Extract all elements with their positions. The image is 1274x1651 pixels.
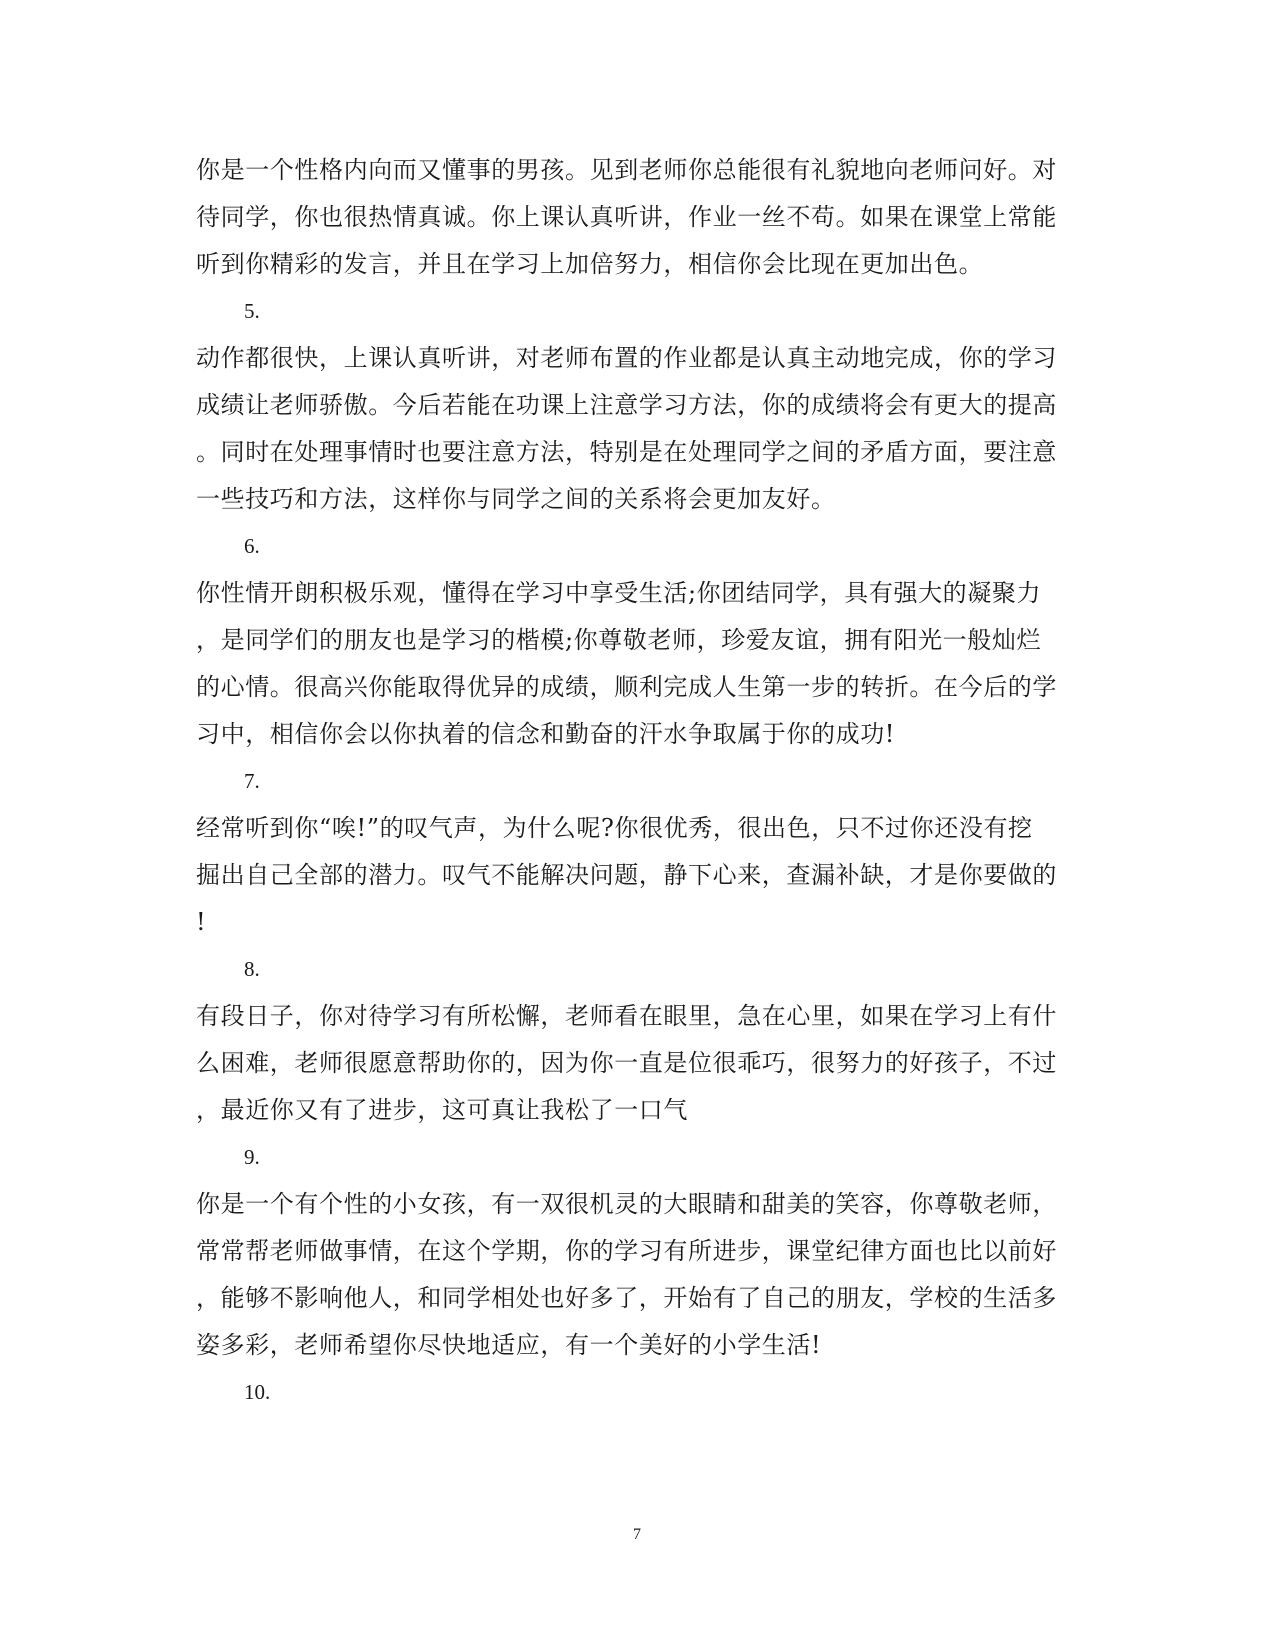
text-line: ，最近你又有了进步，这可真让我松了一口气 [196, 1096, 688, 1124]
page-number: 7 [633, 1526, 641, 1543]
text-line: 么困难，老师很愿意帮助你的，因为你一直是位很乖巧，很努力的好孩子，不过 [196, 1049, 1057, 1077]
text-line: ，是同学们的朋友也是学习的楷模;你尊敬老师，珍爱友谊，拥有阳光一般灿烂 [196, 626, 1042, 654]
text-line: 听到你精彩的发言，并且在学习上加倍努力，相信你会比现在更加出色。 [196, 250, 984, 278]
text-line: 。同时在处理事情时也要注意方法，特别是在处理同学之间的矛盾方面，要注意 [196, 438, 1057, 466]
text-line: ! [196, 908, 207, 936]
text-line: 你是一个性格内向而又懂事的男孩。见到老师你总能很有礼貌地向老师问好。对 [196, 156, 1057, 184]
text-line: 待同学，你也很热情真诚。你上课认真听讲，作业一丝不苟。如果在课堂上常能 [196, 203, 1057, 231]
text-line: ，能够不影响他人，和同学相处也好多了，开始有了自己的朋友，学校的生活多 [196, 1284, 1057, 1312]
text-line: 你性情开朗积极乐观，懂得在学习中享受生活;你团结同学，具有强大的凝聚力 [196, 579, 1042, 607]
item-number: 9. [244, 1145, 260, 1169]
text-line: 常常帮老师做事情，在这个学期，你的学习有所进步，课堂纪律方面也比以前好 [196, 1237, 1057, 1265]
text-line: 成绩让老师骄傲。今后若能在功课上注意学习方法，你的成绩将会有更大的提高 [196, 391, 1057, 419]
text-line: 姿多彩，老师希望你尽快地适应，有一个美好的小学生活! [196, 1331, 822, 1359]
item-number: 6. [244, 534, 260, 558]
text-line: 掘出自己全部的潜力。叹气不能解决问题，静下心来，查漏补缺，才是你要做的 [196, 861, 1057, 889]
text-line: 一些技巧和方法，这样你与同学之间的关系将会更加友好。 [196, 485, 836, 513]
text-line: 你是一个有个性的小女孩，有一双很机灵的大眼睛和甜美的笑容，你尊敬老师， [196, 1190, 1057, 1218]
text-line: 经常听到你“唉!”的叹气声，为什么呢?你很优秀，很出色，只不过你还没有挖 [196, 814, 1033, 842]
item-number: 5. [244, 299, 260, 323]
item-number: 10. [244, 1380, 271, 1404]
item-number: 7. [244, 769, 260, 793]
text-line: 动作都很快，上课认真听讲，对老师布置的作业都是认真主动地完成，你的学习 [196, 344, 1057, 372]
item-number: 8. [244, 957, 260, 981]
text-line: 习中，相信你会以你执着的信念和勤奋的汗水争取属于你的成功! [196, 720, 896, 748]
text-line: 有段日子，你对待学习有所松懈，老师看在眼里，急在心里，如果在学习上有什 [196, 1002, 1057, 1030]
text-line: 的心情。很高兴你能取得优异的成绩，顺利完成人生第一步的转折。在今后的学 [196, 673, 1057, 701]
